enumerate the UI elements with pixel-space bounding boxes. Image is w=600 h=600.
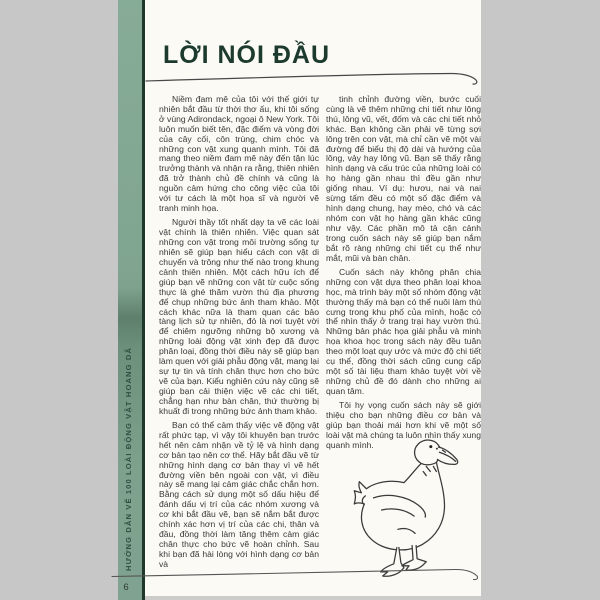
duck-sketch-svg xyxy=(351,435,465,579)
paragraph: Niềm đam mê của tôi với thế giới tự nhiên bắt đầu từ thời thơ ấu, khi tôi sống ở vùng Adirondack, ngoại ô New York. Tôi luôn muốn biết tên, đặc điểm và vòng đời của cây cối, côn trùng, chim chóc và những con vật xung quanh mình. Tôi đã mang theo niềm đam mê này đến tận lúc trưởng thành và nhận ra rằng, thiên nhiên đã trở thành chủ đề chính và cũng là nguồn cảm hứng cho công việc của tôi với tư cách là một họa sĩ và người vẽ tranh minh họa. xyxy=(159,94,319,213)
paragraph: Tôi hy vọng cuốn sách này sẽ giới thiệu cho bạn những điều cơ bản và giúp bạn thoải mái hơn khi vẽ một số loài vật mà chúng ta luôn nhìn thấy xung quanh mình. xyxy=(326,400,481,450)
spine-title xyxy=(118,328,142,574)
page xyxy=(145,0,481,600)
paragraph: tinh chỉnh đường viền, bước cuối cùng là vẽ thêm những chi tiết như lông thú, lông vũ, vết, đốm và các chi tiết nhỏ khác. Bạn không cần phải vẽ từng sợi lông trên con vật, mà chỉ cần vẽ một vài đường để biểu thị độ dài và hướng của lông, vảy hay lông vũ. Bạn sẽ thấy rằng hình dạng và cấu trúc của những loài có họ hàng gần nhau thì đều gần như giống nhau. Ví dụ: hươu, nai và nai sừng tấm đều có một số đặc điểm và hình dạng chung, hay mèo, chó và các nhóm con vật họ hàng gần khác cũng như vậy. Các phần mô tả cận cảnh trong cuốn sách này sẽ giúp bạn nắm bắt rõ ràng những chi tiết cụ thể như mắt, mũi và bàn chân. xyxy=(326,94,481,263)
paragraph: Bạn có thể cảm thấy việc vẽ động vật rất phức tạp, vì vậy tôi khuyên bạn trước hết nên cảm nhận về tỷ lệ và hình dạng cơ bản tạo nên cơ thể. Hãy bắt đầu vẽ từ những hình dạng cơ bản thay vì vẽ hết đường viền bên ngoài con vật, vì điều này sẽ mang lại cảm giác chắc chắn hơn. Bằng cách sử dụng một số dấu hiệu để đánh dấu vị trí của các nhóm xương và cơ khi bắt đầu vẽ, bạn sẽ nắm bắt được chính xác hơn vị trí của các chi, thân và đầu, đồng thời làm tăng thêm cảm giác chân thực cho bức vẽ hoàn chỉnh. Sau khi bạn đã hài lòng với hình dạng cơ bản và xyxy=(159,420,319,569)
right-column xyxy=(326,95,481,455)
page-bottom-edge xyxy=(145,596,481,600)
paragraph: Cuốn sách này không phân chia những con vật dựa theo phân loại khoa học, mà trình bày một số nhóm động vật thường thấy mà bạn có thể nuôi làm thú cưng trong khu phố của mình, hoặc có thể nhìn thấy ở trang trại hay vườn thú. Những bản phác họa giải phẫu và minh họa khoa học trong sách này đều tuân theo một loạt quy ước và mức độ chi tiết cụ thể, đồng thời sách cũng cung cấp một số tài liệu tham khảo tuyệt vời về những chủ đề đó dành cho những ai quan tâm. xyxy=(326,266,481,396)
duck-eye xyxy=(429,445,432,448)
page-title: LỜI NÓI ĐẦU xyxy=(163,41,331,69)
spine-title-text: HƯỚNG DẪN VẼ 100 LOÀI ĐỘNG VẬT HOANG DÃ xyxy=(124,346,133,571)
paragraph: Người thầy tốt nhất dạy ta vẽ các loài vật chính là thiên nhiên. Việc quan sát những con vật trong môi trường sống tự nhiên sẽ giúp bạn hiểu cách con vật di chuyển và trông như thế nào trong khung cảnh thiên nhiên. Một cách hữu ích để giúp bạn vẽ những con vật từ cuộc sống thực là ghé thăm vườn thú địa phương để chụp những bức ảnh tham khảo. Một cách khác nữa là tham quan các bảo tàng lịch sử tự nhiên, đó là nơi tuyệt vời để chiêm ngưỡng những bộ xương và những loài động vật xinh đẹp đã được phân loại, đồng thời điều này sẽ giúp bạn làm quen với giải phẫu động vật, mang lại sự tự tin và tính chân thực hơn cho bức vẽ của bạn. Kiểu nghiên cứu này cũng sẽ giúp bạn cải thiện việc vẽ các chi tiết, chẳng hạn như bàn chân, thứ thường bị khuất đi trong những bức ảnh tham khảo. xyxy=(159,217,319,416)
duck-illustration xyxy=(351,435,465,579)
left-column xyxy=(159,95,319,574)
page-number: 6 xyxy=(123,582,129,593)
